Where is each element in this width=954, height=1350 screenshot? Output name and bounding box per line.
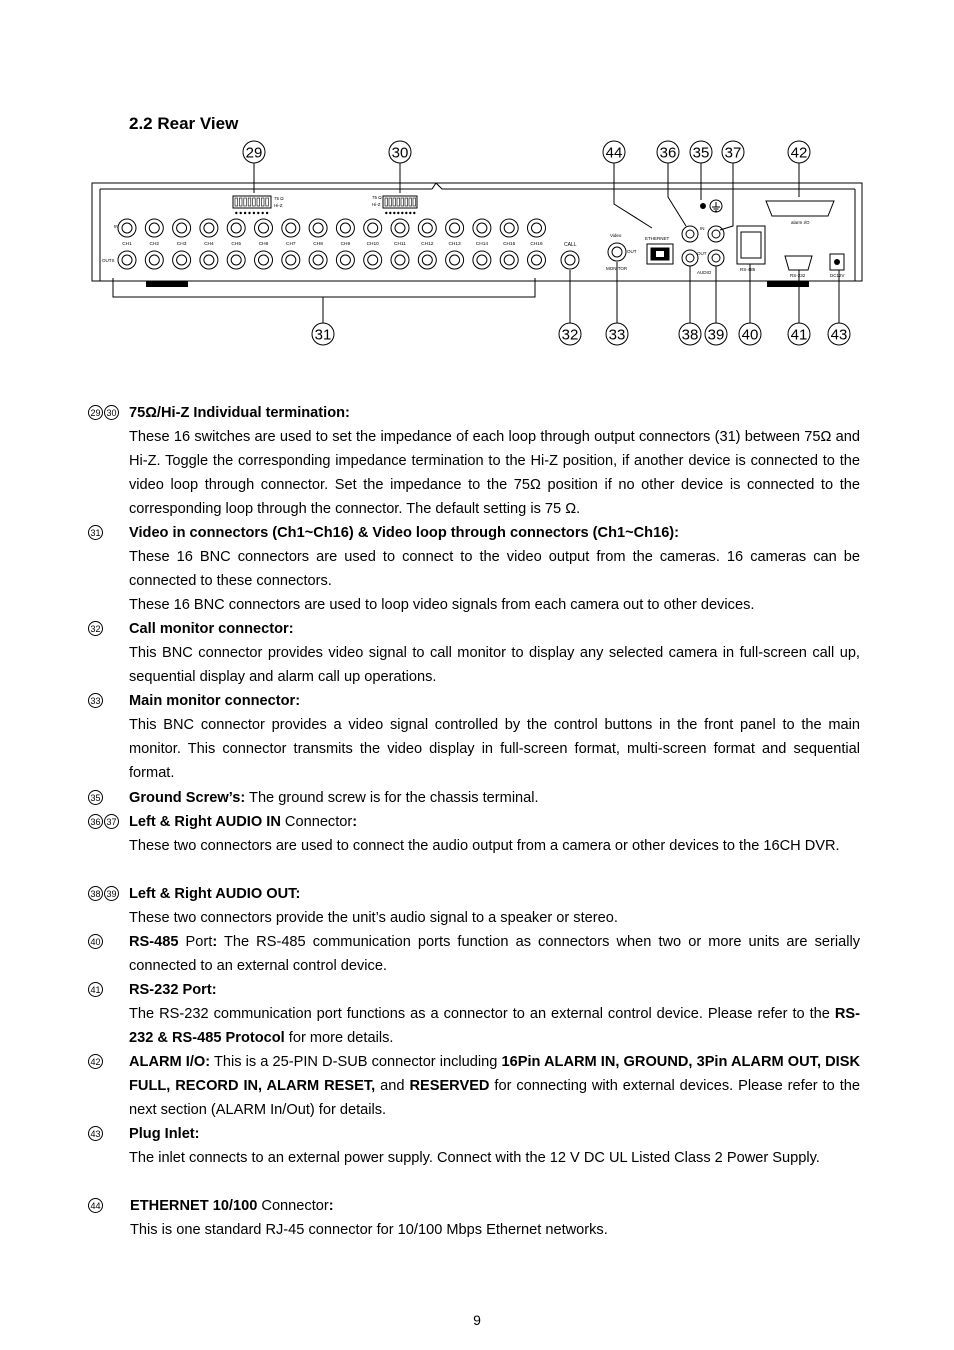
entry-badges: [88, 982, 104, 997]
bnc-connector: [418, 219, 436, 237]
channel-label: CH2: [149, 242, 160, 247]
callout-number: 41: [790, 326, 808, 344]
bnc-connector: [528, 219, 546, 237]
bnc-connector: [336, 219, 354, 237]
switch-dot: [406, 212, 407, 213]
bnc-connector: [145, 251, 163, 269]
monitor-bnc: [608, 243, 626, 261]
callout-number: 40: [741, 326, 759, 344]
bnc-connector: [177, 255, 187, 265]
bnc-connector: [118, 251, 136, 269]
switch-75-label: 75 Ω: [274, 196, 284, 201]
callout-badge: 37: [104, 814, 119, 829]
callout-badge: 43: [88, 1126, 103, 1141]
entry-badges: [88, 621, 104, 636]
switch-dot: [394, 212, 395, 213]
entry-title-line: [129, 521, 860, 545]
entry-badges: [88, 1198, 104, 1213]
callout-number: 39: [707, 326, 725, 344]
switch-dot: [244, 212, 245, 213]
bnc-connector: [446, 251, 464, 269]
ground-symbol: [710, 200, 722, 212]
rear-panel-diagram: [0, 0, 954, 360]
entry-title-tail: Connector: [257, 1198, 329, 1214]
entry-title: Plug Inlet:: [129, 1126, 200, 1142]
dip-switch: [401, 198, 404, 206]
dip-switch: [405, 198, 408, 206]
bnc-connector: [118, 219, 136, 237]
callout-number: 42: [790, 144, 808, 162]
entry-title: ETHERNET 10/100: [130, 1198, 258, 1214]
rs485-label: RS-485: [740, 267, 756, 272]
ground-screw: [700, 203, 706, 209]
entry-title: Main monitor connector:: [129, 693, 301, 709]
bnc-connector: [473, 251, 491, 269]
entry-badges: [88, 405, 120, 420]
entry-title: RS-232 Port:: [129, 982, 217, 998]
callout-badge: 35: [88, 790, 103, 805]
entry-paragraph-text: for more details.: [284, 1030, 394, 1046]
bnc-connector: [532, 223, 542, 233]
bnc-connector: [255, 251, 273, 269]
channel-label: CH11: [394, 242, 406, 247]
bnc-connector: [368, 255, 378, 265]
entry-title: RS-485: [129, 934, 179, 950]
switch-dot: [410, 212, 411, 213]
bnc-connector: [391, 251, 409, 269]
channel-label: CH3: [176, 242, 187, 247]
entry-paragraph: [129, 713, 860, 785]
monitor-out-label: OUT: [627, 249, 637, 254]
entry-badges: [88, 1054, 104, 1069]
callout-badge: 33: [88, 693, 103, 708]
entry-reference: RS-232 & RS-485 Protocol: [129, 1006, 860, 1046]
channel-label: CH8: [313, 242, 323, 247]
entry-badges: [88, 814, 120, 829]
switch-dot: [258, 212, 259, 213]
entry-inline-bold: RESERVED: [409, 1078, 490, 1094]
bnc-connector: [231, 255, 241, 265]
channel-labels: [122, 241, 543, 247]
callout-number: 35: [692, 144, 710, 162]
entry-paragraph: [129, 641, 860, 689]
dip-switch: [239, 198, 242, 206]
bnc-connector: [418, 251, 436, 269]
switch-dot: [253, 212, 254, 213]
dc-label: DC12V: [830, 273, 845, 278]
dip-switch: [244, 198, 247, 206]
channel-label: CH10: [366, 242, 379, 247]
bnc-connector: [313, 255, 323, 265]
callout-number: 43: [830, 326, 848, 344]
entry-title-colon: :: [352, 814, 358, 830]
legend-entry: [88, 810, 868, 858]
entry-paragraph: [129, 425, 860, 521]
bnc-connector: [450, 223, 460, 233]
bnc-connector: [122, 223, 132, 233]
legend-entry: [88, 617, 868, 689]
callout-number: 44: [605, 144, 623, 162]
channel-label: CH16: [530, 242, 543, 247]
bnc-connector: [259, 223, 269, 233]
entry-title-line: [130, 1194, 861, 1218]
bnc-connector: [446, 219, 464, 237]
audio-out-label: OUT: [697, 251, 707, 256]
bnc-connector: [504, 223, 514, 233]
entry-title-tail: Connector: [280, 814, 353, 830]
bnc-connector: [477, 255, 487, 265]
bnc-connector: [340, 255, 350, 265]
dip-switch: [409, 198, 412, 206]
bnc-connector: [149, 255, 159, 265]
legend-entry: [88, 786, 868, 810]
entry-paragraph: [129, 1002, 860, 1050]
legend-entry: [88, 1122, 868, 1170]
channel-label: CH9: [340, 242, 351, 247]
entry-paragraph: [129, 834, 860, 858]
entry-title-line: [129, 689, 860, 713]
legend-entry: [88, 978, 868, 1050]
entry-badges: [88, 886, 120, 901]
entry-inline-text: The RS-485 communication ports function as connectors when two or more units are serially connected to an external control device.: [129, 934, 860, 974]
bnc-connector: [340, 223, 350, 233]
bnc-connector: [504, 255, 514, 265]
legend-entry: [88, 521, 868, 617]
switch-dot: [249, 212, 250, 213]
bnc-connector: [255, 219, 273, 237]
channel-label: CH6: [258, 242, 269, 247]
entry-title: Ground Screw’s:: [129, 790, 246, 806]
bnc-connector: [313, 223, 323, 233]
bnc-connector: [204, 223, 214, 233]
callout-number: 33: [608, 326, 626, 344]
monitor-label: MONITOR: [606, 266, 628, 271]
bnc-connector: [145, 219, 163, 237]
entry-title-line: [129, 978, 860, 1002]
dip-switch: [257, 198, 260, 206]
rs232-port: [785, 256, 812, 270]
entry-paragraph-text: These 16 switches are used to set the impedance of each loop through output connectors (31) between 75Ω and Hi-Z. Toggle the corresponding impedance termination to the Hi-Z position, if another device is connected to the video loop through connector. Set the impedance to the 75Ω position if no other device is connected to the corresponding loop through the connector. The default setting is 75 Ω.: [129, 429, 860, 517]
bnc-connector: [204, 255, 214, 265]
callout-number: 38: [681, 326, 699, 344]
channel-label: CH12: [421, 242, 434, 247]
video-label: Video: [610, 233, 622, 238]
switch-dot: [240, 212, 241, 213]
bnc-connector: [532, 255, 542, 265]
entry-inline-text: This is a 25-PIN D-SUB connector including: [210, 1054, 502, 1070]
legend-entry: [88, 882, 868, 930]
bnc-connector: [149, 223, 159, 233]
switch-dot: [266, 212, 267, 213]
entry-paragraph-text: This BNC connector provides video signal to call monitor to display any selected camera in full-screen call up, sequential display and alarm call up operations.: [129, 645, 860, 685]
switch-dot: [262, 212, 263, 213]
bnc-connector: [309, 251, 327, 269]
termination-switch-block-2: [383, 196, 417, 208]
legend-entry: [88, 1050, 868, 1122]
entry-paragraph: [130, 1218, 861, 1242]
entry-title: Call monitor connector:: [129, 621, 294, 637]
entry-title-line: [129, 1122, 860, 1146]
channel-label: CH15: [503, 242, 516, 247]
bnc-connector: [200, 251, 218, 269]
audio-label: AUDIO: [697, 270, 712, 275]
entry-title-line: [129, 786, 860, 810]
legend-entry: [88, 930, 868, 978]
entry-title-line: [129, 882, 860, 906]
dip-switch: [253, 198, 256, 206]
bnc-connector: [422, 223, 432, 233]
entry-badges: [88, 693, 104, 708]
entry-inline-bold: 16Pin ALARM IN, GROUND, 3Pin ALARM OUT, DISK FULL, RECORD IN, ALARM RESET,: [129, 1054, 860, 1094]
switch-dot: [386, 212, 387, 213]
alarm-io-port: [766, 201, 834, 216]
rs232-label: RS-232: [790, 273, 806, 278]
entry-title-line: [129, 1050, 860, 1122]
entry-paragraph-text: The RS-232 communication port functions as a connector to an external control device. Please refer to the: [129, 1006, 835, 1022]
entry-paragraph-text: The inlet connects to an external power supply. Connect with the 12 V DC UL Listed Class 2 Power Supply.: [129, 1150, 820, 1166]
audio-connectors: [682, 226, 724, 266]
entry-badges: [88, 934, 104, 949]
bnc-connector: [227, 219, 245, 237]
bnc-connector: [200, 219, 218, 237]
callout-badge: 30: [104, 405, 119, 420]
legend-entry: [88, 1194, 868, 1242]
entry-inline-text: and: [375, 1078, 410, 1094]
callout-badge: 40: [88, 934, 103, 949]
entry-badges: [88, 790, 104, 805]
rs485-port: [737, 226, 765, 264]
bnc-connector: [528, 251, 546, 269]
entry-title-colon: :: [328, 1198, 334, 1214]
bnc-connector: [336, 251, 354, 269]
foot-right: [767, 281, 809, 287]
channel-label: CH1: [122, 242, 132, 247]
dip-switch: [413, 198, 416, 206]
bnc-connector: [368, 223, 378, 233]
callout-number: 30: [391, 144, 409, 162]
callout-badge: 32: [88, 621, 103, 636]
channel-label: CH13: [448, 242, 461, 247]
bnc-connector: [286, 255, 296, 265]
switch-dot: [414, 212, 415, 213]
channel-label: CH5: [231, 242, 242, 247]
switch-dot: [398, 212, 399, 213]
call-label: CALL: [564, 242, 577, 248]
entry-title: Left & Right AUDIO IN: [129, 814, 281, 830]
entry-paragraph: [129, 906, 860, 930]
bnc-connector: [282, 251, 300, 269]
callout-badge: 31: [88, 525, 103, 540]
legend-entry: [88, 401, 868, 521]
dip-switch: [393, 198, 396, 206]
dip-switch: [397, 198, 400, 206]
callout-badge: 39: [104, 886, 119, 901]
alarm-label: alarm I/O: [791, 220, 810, 225]
entry-inline-text: Port: [178, 934, 213, 950]
callout-number: 37: [724, 144, 742, 162]
call-bnc: [561, 251, 579, 269]
page-number: 9: [473, 1312, 481, 1328]
callout-number: 32: [561, 326, 579, 344]
bnc-connector: [500, 251, 518, 269]
bnc-connector: [364, 219, 382, 237]
channel-label: CH14: [475, 242, 489, 247]
entry-badges: [88, 525, 104, 540]
bnc-connector: [286, 223, 296, 233]
entry-badges: [88, 1126, 104, 1141]
bnc-connector: [450, 255, 460, 265]
entry-title-line: [129, 617, 860, 641]
bnc-connector: [173, 251, 191, 269]
entry-title-line: [129, 930, 860, 978]
entry-paragraph-text: These two connectors provide the unit’s audio signal to a speaker or stereo.: [129, 910, 618, 926]
bnc-connector: [122, 255, 132, 265]
entry-title: ALARM I/O:: [129, 1054, 211, 1070]
entry-paragraph: [129, 545, 860, 593]
dip-switch: [266, 198, 269, 206]
bnc-connector: [473, 219, 491, 237]
entry-paragraph: [129, 1146, 860, 1170]
ethernet-label: ETHERNET: [645, 236, 670, 241]
callout-badge: 41: [88, 982, 103, 997]
bnc-connector: [477, 223, 487, 233]
bnc-connector: [259, 255, 269, 265]
dip-switch: [261, 198, 264, 206]
callout-badge: 42: [88, 1054, 103, 1069]
switch-dot: [390, 212, 391, 213]
audio-in-label: IN: [700, 226, 705, 231]
switch-hiz-label-2: Hi-Z: [372, 202, 381, 207]
entry-paragraph: [129, 593, 860, 617]
termination-switch-block-1: [233, 196, 271, 208]
bnc-connector: [422, 255, 432, 265]
switch-75-label-2: 75 Ω: [372, 195, 382, 200]
entry-title-line: [129, 810, 860, 834]
bnc-connector: [173, 219, 191, 237]
callout-badge: 44: [88, 1198, 103, 1213]
entry-paragraph-text: This BNC connector provides a video signal controlled by the control buttons in the front panel to the main monitor. This connector transmits the video display in full-screen format, multi-screen format and sequential format.: [129, 717, 860, 781]
entry-title: 75Ω/Hi-Z Individual termination:: [129, 405, 350, 421]
callout-badge: 29: [88, 405, 103, 420]
foot-left: [146, 281, 188, 287]
callout-number: 36: [659, 144, 677, 162]
bnc-connector: [177, 223, 187, 233]
bnc-connector: [500, 219, 518, 237]
entry-paragraph-text: These 16 BNC connectors are used to connect to the video output from the cameras. 16 cameras can be connected to these connectors.: [129, 549, 860, 589]
in-label: IN: [114, 224, 119, 229]
entry-paragraph-text: These two connectors are used to connect the audio output from a camera or other devices to the 16CH DVR.: [129, 838, 840, 854]
section-heading: 2.2 Rear View: [129, 114, 239, 133]
switch-hiz-label: Hi-Z: [274, 203, 283, 208]
bnc-connector: [391, 219, 409, 237]
entry-inline-colon: :: [212, 934, 218, 950]
dip-switch: [235, 198, 238, 206]
channel-label: CH4: [204, 242, 214, 247]
channel-label: CH7: [285, 242, 296, 247]
callout-badge: 38: [88, 886, 103, 901]
entry-paragraph-text: These 16 BNC connectors are used to loop video signals from each camera out to other devices.: [129, 597, 755, 613]
legend-entry: [88, 689, 868, 785]
switch-dot: [236, 212, 237, 213]
callout-number: 29: [245, 144, 263, 162]
entry-inline-text: The ground screw is for the chassis terminal.: [245, 790, 539, 806]
bnc-connector: [282, 219, 300, 237]
callout-badge: 36: [88, 814, 103, 829]
outs-label: OUTS: [102, 258, 115, 263]
bnc-connector: [395, 223, 405, 233]
entry-title: Video in connectors (Ch1~Ch16) & Video loop through connectors (Ch1~Ch16):: [129, 525, 680, 541]
entry-title: Left & Right AUDIO OUT:: [129, 886, 301, 902]
switch-dot: [402, 212, 403, 213]
bnc-connector: [231, 223, 241, 233]
entry-title-line: [129, 401, 860, 425]
callout-number: 31: [314, 326, 332, 344]
entry-inline-text: for connecting with external devices. Please refer to the next section (ALARM In/Out) for details.: [129, 1078, 860, 1118]
dip-switch: [389, 198, 392, 206]
bnc-connector: [364, 251, 382, 269]
bnc-connector: [227, 251, 245, 269]
bnc-connector: [395, 255, 405, 265]
dip-switch: [248, 198, 251, 206]
dip-switch: [385, 198, 388, 206]
entry-paragraph-text: This is one standard RJ-45 connector for 10/100 Mbps Ethernet networks.: [130, 1222, 608, 1238]
bnc-connector: [309, 219, 327, 237]
